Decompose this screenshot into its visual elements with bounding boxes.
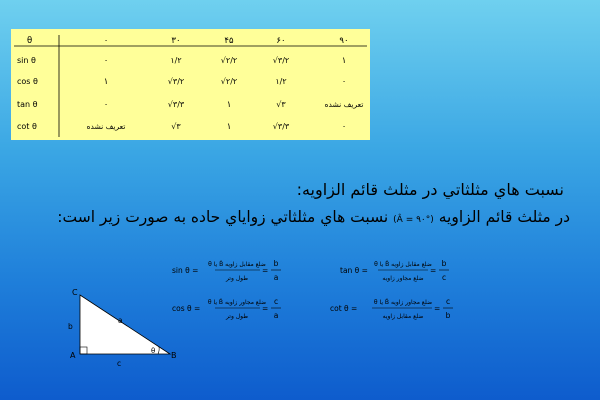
tan-45: ۱ (226, 100, 232, 110)
tan-90: تعريف نشده (324, 100, 364, 109)
cot-45: ۱ (226, 122, 232, 132)
cot-numerator-text: ضلع مجاور زاويه B̂ يا θ (373, 299, 433, 306)
side-a-label: a (118, 316, 123, 325)
sin-60: √۳/۲ (272, 56, 290, 65)
sin-denominator-letter: a (273, 273, 279, 282)
cot-lhs: cot θ = (330, 304, 358, 313)
sin-numerator-text: ضلع مقابل زاويه B̂ يا θ (208, 261, 266, 268)
triangle-shape (80, 295, 170, 354)
cos-formula (172, 297, 281, 320)
header-0: ۰ (103, 36, 109, 46)
trig-ratio-formulas (160, 252, 480, 331)
vertex-c-label: C (72, 288, 78, 297)
cot-numerator-letter: c (445, 297, 451, 306)
cos-60: ۱/۲ (275, 77, 287, 86)
cos-numerator-letter: c (273, 297, 279, 306)
right-angle-note: (Â = ۹۰°) (393, 215, 434, 225)
cos-0: ۱ (103, 77, 109, 87)
side-c-label: c (117, 359, 122, 368)
cos-numerator-text: ضلع مجاور زاويه B̂ يا θ (207, 299, 267, 306)
trig-values-table (11, 29, 370, 140)
section-subheading (57, 208, 570, 226)
cos-90: ۰ (341, 77, 347, 87)
svg-text:=: = (434, 304, 441, 313)
sin-formula (172, 259, 281, 282)
tan-0: ۰ (103, 100, 109, 110)
cos-denominator-letter: a (273, 311, 279, 320)
sin-numerator-letter: b (273, 259, 279, 268)
vertex-b-label: B (171, 351, 177, 360)
svg-text:=: = (262, 304, 269, 313)
tan-numerator-text: ضلع مقابل زاويه B̂ يا θ (374, 261, 432, 268)
sin-denominator-text: طول وتر (225, 275, 249, 282)
tan-numerator-letter: b (441, 259, 447, 268)
sin-90: ۱ (341, 56, 347, 66)
tan-60: √۳ (276, 100, 286, 109)
cos-denominator-text: طول وتر (225, 313, 249, 320)
header-90: ۹۰ (339, 36, 349, 46)
cot-30: √۳ (171, 122, 181, 131)
svg-text:=: = (430, 266, 437, 275)
header-30: ۳۰ (171, 36, 181, 46)
vertex-a-label: A (70, 351, 76, 360)
tan-denominator-text: ضلع مجاور زاويه (382, 275, 424, 282)
subheading-after: نسبت هاي مثلثاتي زواياي حاده به صورت زير است: (57, 208, 389, 226)
cot-denominator-text: ضلع مقابل زاويه (382, 313, 424, 320)
tan-lhs: tan θ = (340, 266, 368, 275)
cos-30: √۳/۲ (167, 77, 185, 86)
right-triangle-diagram (58, 286, 188, 380)
cot-60: √۳/۳ (272, 122, 290, 131)
tan-30: √۳/۳ (167, 100, 185, 109)
row-label-sin: sin θ (17, 56, 36, 65)
sin-30: ۱/۲ (170, 56, 182, 65)
cot-0: تعريف نشده (86, 122, 126, 131)
row-label-cos: cos θ (17, 77, 38, 86)
sin-0: ۰ (103, 56, 109, 66)
cos-lhs: cos θ = (172, 304, 201, 313)
cos-45: √۲/۲ (220, 77, 238, 86)
header-theta: θ (27, 36, 33, 46)
header-45: ۴۵ (224, 36, 234, 46)
cot-90: ۰ (341, 122, 347, 132)
cot-formula (330, 297, 453, 320)
row-label-cot: cot θ (17, 122, 37, 131)
sin-lhs: sin θ = (172, 266, 199, 275)
section-heading: نسبت هاي مثلثاتي در مثلث قائم الزاويه: (296, 180, 564, 199)
sin-45: √۲/۲ (220, 56, 238, 65)
svg-text:=: = (262, 266, 269, 275)
header-60: ۶۰ (276, 36, 286, 46)
subheading-before: در مثلث قائم الزاويه (438, 208, 570, 226)
tan-formula (340, 259, 449, 282)
row-label-tan: tan θ (17, 100, 38, 109)
tan-denominator-letter: c (441, 273, 447, 282)
angle-theta-label: θ (151, 347, 156, 355)
side-b-label: b (68, 322, 73, 331)
cot-denominator-letter: b (445, 311, 451, 320)
